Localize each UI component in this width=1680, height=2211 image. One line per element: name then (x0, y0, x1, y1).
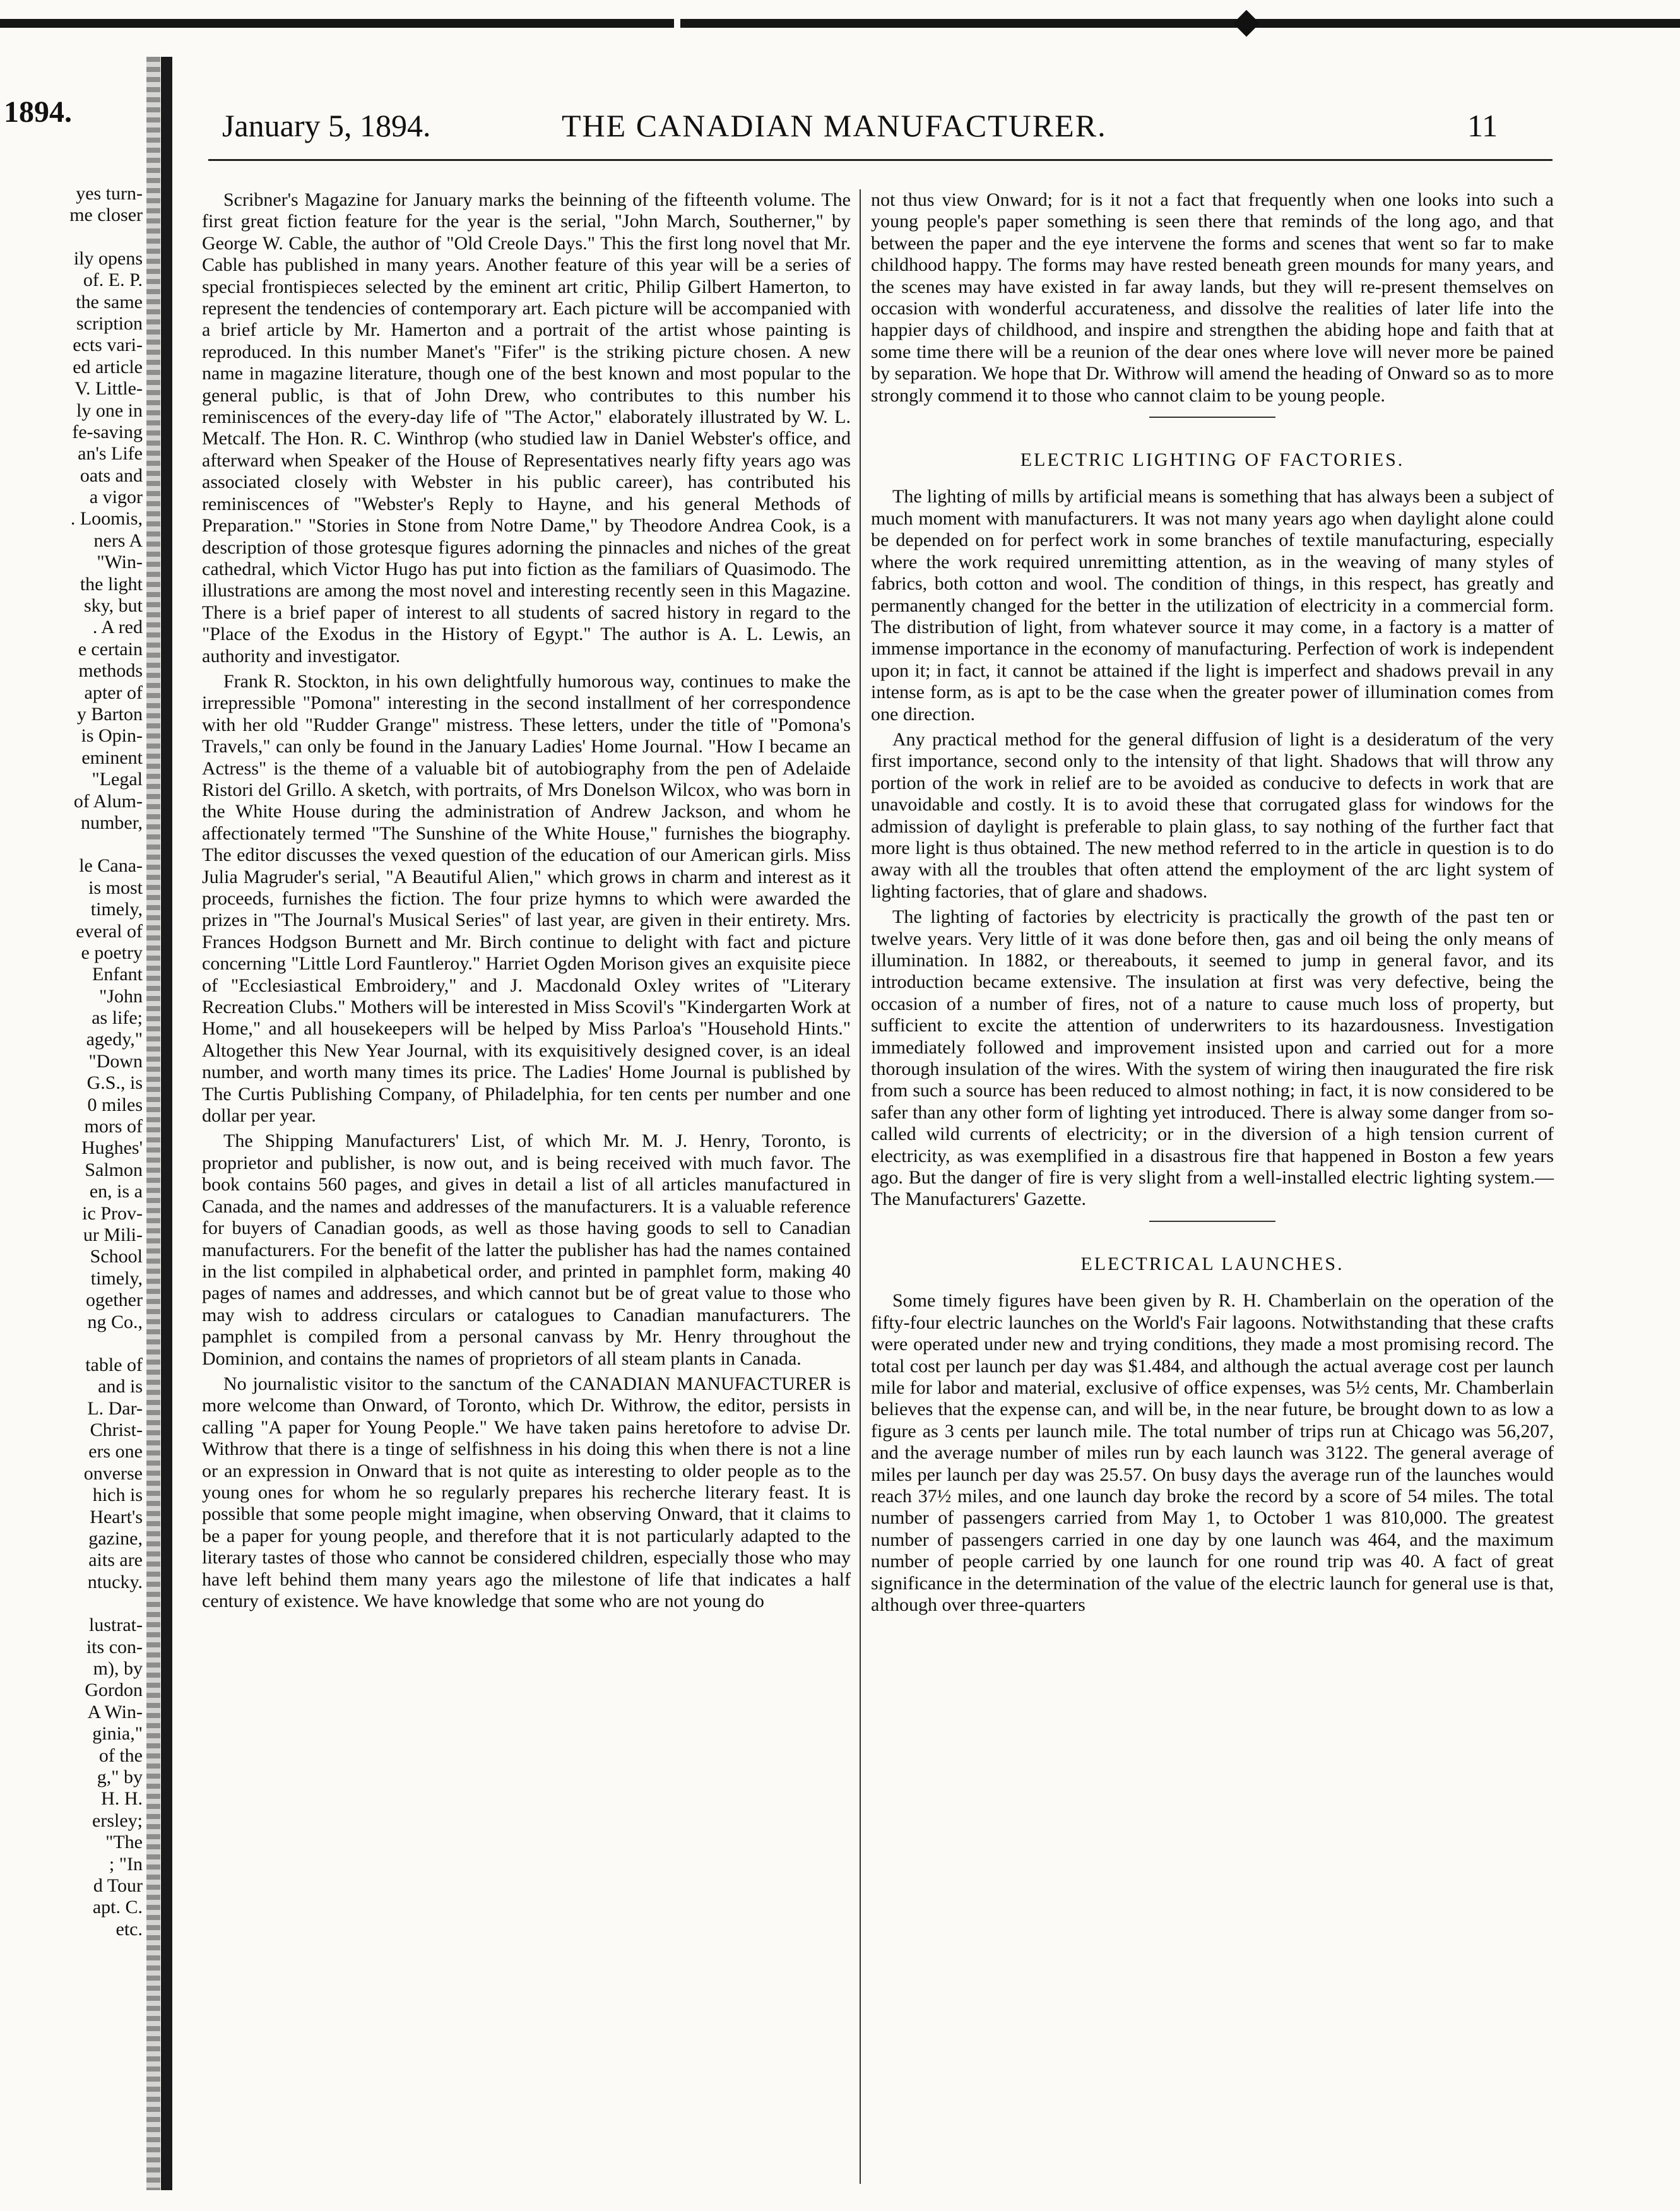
fragment-line: Salmon (85, 1159, 143, 1180)
section-heading: ELECTRIC LIGHTING OF FACTORIES. (1020, 449, 1405, 471)
fragment-line: the same (76, 291, 143, 312)
fragment-line: Hughes' (81, 1137, 143, 1159)
fragment-line: ntucky. (87, 1571, 143, 1592)
fragment-line: apt. C. (92, 1897, 143, 1918)
fragment-line: is Opin- (81, 725, 143, 747)
fragment-line: Enfant (92, 964, 143, 985)
fragment-line (4, 834, 143, 855)
fragment-line: ginia," (92, 1723, 143, 1745)
section-heading: ELECTRICAL LAUNCHES. (1080, 1253, 1344, 1274)
border-notch (674, 19, 680, 28)
fragment-line (4, 227, 143, 248)
left-column (202, 189, 851, 1616)
fragment-line: 0 miles (87, 1094, 143, 1115)
fragment-line: sky, but (83, 595, 143, 617)
fragment-line: is most (88, 877, 143, 898)
fragment-line: ng Co., (87, 1311, 143, 1332)
fragment-line: Heart's (90, 1506, 143, 1527)
fragment-line: y Barton (76, 703, 143, 725)
fragment-line: en, is a (89, 1181, 143, 1202)
column-divider (860, 189, 861, 2184)
article-paragraph: The lighting of mills by artificial means is something that has always been a subject of much moment with manufacturers. It was not many years ago when daylight alone could be depended on for perfect work in some branches of textile manufacturing, especially where the work required unremitting attention, as in the weaving of many styles of fabrics, both cotton and wool. The condition of things, in this respect, has greatly and permanently changed for the better in the utilization of electricity in a commercial form. The distribution of light, from whatever source it may come, in a factory is a matter of immense importance in the economy of manufacturing. Perfection of work is independent upon it; in fact, it cannot be attained if the light is imperfect and shadows prevail in any intense form, as is apt to be the case when the greater power of illumination comes from one direction. (871, 486, 1554, 725)
fragment-line: eminent (81, 747, 143, 768)
fragment-line: ogether (86, 1289, 143, 1311)
fragment-line: d Tour (93, 1875, 143, 1896)
fragment-line: ers one (88, 1441, 143, 1462)
fragment-line: of Alum- (73, 790, 143, 812)
fragment-line: a vigor (89, 487, 143, 508)
publication-title: THE CANADIAN MANUFACTURER. (562, 108, 1107, 143)
fragment-line: everal of (76, 920, 143, 942)
fragment-line: "The (105, 1832, 143, 1853)
fragment-line: hich is (92, 1485, 143, 1506)
fragment-line: ed article (73, 356, 143, 377)
article-paragraph: Scribner's Magazine for January marks the beinning of the fifteenth volume. The first great fiction feature for the year is the serial, "John March, Southerner," by George W. Cable, the author of "Old Creole Days." This the first long novel that Mr. Cable has published in many years. Another feature of this year will be a series of special frontispieces selected by the eminent art critic, Philip Gilbert Hamerton, to represent the tendencies of contemporary art. Each picture will be accompanied with a brief article by Mr. Hamerton and a portrait of the artist whose painting is reproduced. In this number Manet's "Fifer" is the striking picture chosen. A new name in magazine literature, though one of the best known and most popular to the general public, is that of John Drew, who contributes to this number his reminiscences of the every-day life of "The Actor," elaborately illustrated by W. L. Metcalf. The Hon. R. C. Winthrop (who studied law in Daniel Webster's office, and afterward when Speaker of the House of Representatives nearly fifty years ago was associated closely with Webster in his public career), has contributed his reminiscences of "Webster's Reply to Hayne, and his general Methods of Preparation." "Stories in Stone from Notre Dame," by Theodore Andrea Cook, is a description of those grotesque figures adorning the pinnacles and niches of the great cathedral, which Victor Hugo has put into fiction as the familiars of Quasimodo. The illustrations are among the most novel and interesting recently seen in this Magazine. There is a brief paper of interest to all students of sacred history in regard to the "Place of the Exodus in the History of Egypt." The author is A. L. Lewis, an authority and investigator. (202, 189, 851, 667)
fragment-line: and is (98, 1376, 143, 1397)
fragment-line: m), by (93, 1658, 143, 1679)
fragment-line: gazine, (88, 1528, 143, 1550)
section-separator (1149, 417, 1275, 418)
article-paragraph: The lighting of factories by electricity is practically the growth of the past ten or twelve years. Very little of it was done before then, gas and oil being the only means of illumination. In 1882, or thereabouts, it seemed to jump in general favor, and its introduction became extensive. The insulation at first was very defective, being the occasion of a number of fires, not of a nature to cause much loss of property, but sufficient to excite the attention of underwriters to its hazardousness. Investigation immediately followed and improvement insisted upon and carried out for a more thorough insulation of the wires. With the system of wiring then inaugurated the fire risk from such a source has been reduced to almost nothing; in fact, it is now considered to be safer than any other form of lighting yet introduced. There is alway some danger from so-called wild currents of electricity; or in the diversion of a high tension current of electricity, as was exemplified in a disastrous fire that happened in Boston a few years ago. But the danger of fire is very slight from a well-installed electric lighting system.—The Manufacturers' Gazette. (871, 906, 1554, 1210)
article-paragraph: No journalistic visitor to the sanctum of the CANADIAN MANUFACTURER is more welcome than Onward, of Toronto, which Dr. Withrow, the editor, persists in calling "A paper for Young People." We have taken pains heretofore to advise Dr. Withrow that there is a tinge of selfishness in his doing this when there is not a line or an expression in Onward that is not quite as interesting to older people as to the young ones for whom he so regularly prepares his recherche literary feast. It is possible that some people might imagine, when observing Onward, that it claims to be a paper for young people, and therefore that it is not particularly adapted to the literary tastes of those who cannot be considered children, especially those who may have left behind them many years ago the milestone of life that indicates a half century of existence. We have knowledge that some who are not young do (202, 1373, 851, 1611)
fragment-line: ily opens (73, 247, 143, 269)
fragment-line: V. Little- (74, 378, 143, 400)
fragment-line: etc. (115, 1918, 143, 1940)
fragment-line: ners A (93, 530, 143, 551)
fragment-line: g," by (97, 1766, 143, 1787)
fragment-line: "John (99, 985, 143, 1007)
fragment-line: A Win- (87, 1701, 143, 1722)
fragment-line: G.S., is (86, 1072, 143, 1094)
fragment-line: ur Mili- (83, 1224, 143, 1245)
fragment-line: me closer (69, 205, 143, 226)
fragment-line: mors of (84, 1116, 143, 1137)
article-paragraph: Any practical method for the general diffusion of light is a desideratum of the very first importance, second only to the intensity of that light. Shadows that will throw any portion of the work in relief are to be avoided as conducive to defects in work that are unavoidable and costly. It is to avoid these that corrugated glass for windows for the admission of daylight is preferable to plain glass, to say nothing of the further fact that more light is thus obtained. The new method referred to in the article in question is to do away with all the troubles that often attend the employment of the arc light system of lighting factories, that of glare and shadows. (871, 728, 1554, 902)
fragment-line: Christ- (90, 1420, 143, 1441)
fragment-line: "Down (88, 1050, 143, 1072)
previous-page-year: 1894. (4, 95, 72, 129)
binding-gutter (161, 57, 172, 2190)
fragment-line: methods (78, 660, 143, 682)
article-paragraph: Frank R. Stockton, in his own delightfully humorous way, continues to make the irrepressible "Pomona" interesting in the second installment of her correspondence with her old "Rudder Grange" mistress. These letters, under the title of "Pomona's Travels," can only be found in the January Ladies' Home Journal. "How I became an Actress" is the theme of a valuable bit of autobiography from the pen of Adelaide Ristori del Grillo. A sketch, with portraits, of Mrs Donelson Wilcox, who was born in the White House during the administration of Andrew Jackson, and whom he affectionately termed "The Sunshine of the White House," furnishes the biography. The editor discusses the vexed question of the education of our American girls. Miss Julia Magruder's serial, "A Beautiful Alien," which grows in charm and interest as it proceeds, furnishes the fiction. The four prize hymns to which were awarded the prizes in "The Journal's Musical Series" of last year, are given in their entirety. Mrs. Frances Hodgson Burnett and Mr. Birch continue to delight with fact and picture concerning "Little Lord Fauntleroy." Harriet Ogden Morison gives an exquisite piece of "Ecclesiastical Embroidery," and J. Macdonald Oxley writes of "Literary Recreation Clubs." Mothers will be interested in Miss Scovil's "Kindergarten Work at Home," and all housekeepers will be helped by Miss Parloa's "Household Hints." Altogether this New Year Journal, with its exquisitively designed cover, is an ideal number, and worth many times its price. The Ladies' Home Journal is published by The Curtis Publishing Company, of Philadelphia, for ten cents per number and one dollar per year. (202, 670, 851, 1127)
right-column (871, 189, 1554, 1620)
fragment-line: ; "In (109, 1853, 143, 1875)
fragment-line: e certain (78, 638, 143, 660)
fragment-line: apter of (84, 682, 143, 703)
fragment-line: as life; (92, 1007, 143, 1029)
fragment-line: ly one in (76, 400, 143, 421)
fragment-line: Gordon (85, 1680, 143, 1701)
fragment-line: ic Prov- (82, 1202, 143, 1224)
diamond-ornament-icon (1233, 10, 1260, 37)
fragment-line (4, 1333, 143, 1354)
fragment-line: of. E. P. (83, 270, 143, 291)
fragment-line: e poetry (81, 942, 143, 963)
fragment-line: table of (85, 1354, 143, 1375)
fragment-line: . A red (92, 617, 143, 638)
fragment-line: timely, (90, 1267, 143, 1289)
fragment-line: timely, (90, 899, 143, 920)
fragment-line: L. Dar- (87, 1397, 143, 1419)
fragment-line: "Legal (92, 769, 143, 790)
previous-page-column-fragment (4, 183, 143, 1940)
fragment-line: agedy," (86, 1029, 143, 1050)
fragment-line: ects vari- (73, 335, 143, 356)
section-separator (1149, 1221, 1275, 1222)
fragment-line: fe-saving (72, 421, 143, 442)
fragment-line: aits are (88, 1550, 143, 1571)
fragment-line: "Win- (97, 552, 143, 573)
fragment-line: onverse (83, 1462, 143, 1484)
article-continuation: not thus view Onward; for is it not a fact that frequently when one looks into such a young people's paper something is seen there that reminds of the long ago, and that between the paper and the eye intervene the forms and scenes that went so far to make childhood happy. The forms may have rested beneath green mounds for many years, and the scenes may have existed in far away lands, but they will re-present themselves on occasion with wonderful accurateness, and dissolve the realities of later life into the happier days of childhood, and inspire and strengthen the abiding hope and faith that at some time there will be a reunion of the dear ones where love will never more be pained by separation. We hope that Dr. Withrow will amend the heading of Onward so as to more strongly commend it to those who cannot claim to be young people. (871, 189, 1554, 406)
article-paragraph: Some timely figures have been given by R. H. Chamberlain on the operation of the fifty-four electric launches on the World's Fair lagoons. Notwithstanding that these crafts were operated under new and trying conditions, they made a most promising record. The total cost per launch per day was $1.484, and although the actual average cost per launch mile for labor and material, exclusive of office expenses, was 5½ cents, Mr. Chamberlain believes that the expense can, and will be, in the near future, be brought down to as low a figure as 3 cents per launch mile. The total number of trips run at Chicago was 56,207, and the average number of miles run by each launch was 3122. The general average of miles per launch per day was 25.57. On busy days the average run of the launches would reach 37½ miles, and one launch day broke the record by a score of 54 miles. The total number of passengers carried from May 1, to October 1 was 810,000. The greatest number of passengers carried in one day by one launch was 464, and the maximum number of people carried by one launch for one round trip was 40. A fact of great significance in the determination of the value of the electric launch for general use is that, although over three-quarters (871, 1290, 1554, 1615)
binding-shadow (146, 57, 160, 2190)
fragment-line: ersley; (92, 1810, 143, 1831)
fragment-line: . Loomis, (70, 508, 143, 530)
fragment-line: School (90, 1246, 143, 1267)
fragment-line: lustrat- (89, 1615, 143, 1636)
fragment-line: number, (81, 812, 143, 833)
header-rule (208, 159, 1553, 161)
fragment-line: its con- (86, 1636, 143, 1657)
fragment-line (4, 1593, 143, 1615)
top-border-rule (0, 19, 1680, 28)
issue-date: January 5, 1894. (222, 108, 431, 143)
fragment-line: H. H. (101, 1788, 143, 1810)
fragment-line: scription (76, 312, 143, 334)
fragment-line: the light (80, 573, 143, 595)
fragment-line: an's Life (78, 443, 143, 465)
fragment-line: yes turn- (76, 183, 143, 204)
page-number: 11 (1467, 108, 1498, 143)
fragment-line: le Cana- (79, 855, 143, 877)
article-paragraph: The Shipping Manufacturers' List, of which Mr. M. J. Henry, Toronto, is proprietor and publisher, is now out, and is being received with much favor. The book contains 560 pages, and gives in detail a list of all articles manufactured in Canada, and the names and addresses of the manufacturers. It is a valuable reference for buyers of Canadian goods, as well as those having goods to sell to Canadian manufacturers. For the benefit of the latter the publisher has had the names contained in the list compiled in alphabetical order, and printed in pamphlet form, making 40 pages of names and addresses, and which cannot but be of great value to those who may wish to address circulars or catalogues to Canadian manufacturers. The pamphlet is compiled from a personal canvass by Mr. Henry throughout the Dominion, and contains the names of proprietors of all steam plants in Canada. (202, 1130, 851, 1369)
fragment-line: oats and (80, 465, 143, 486)
fragment-line: of the (98, 1745, 143, 1766)
